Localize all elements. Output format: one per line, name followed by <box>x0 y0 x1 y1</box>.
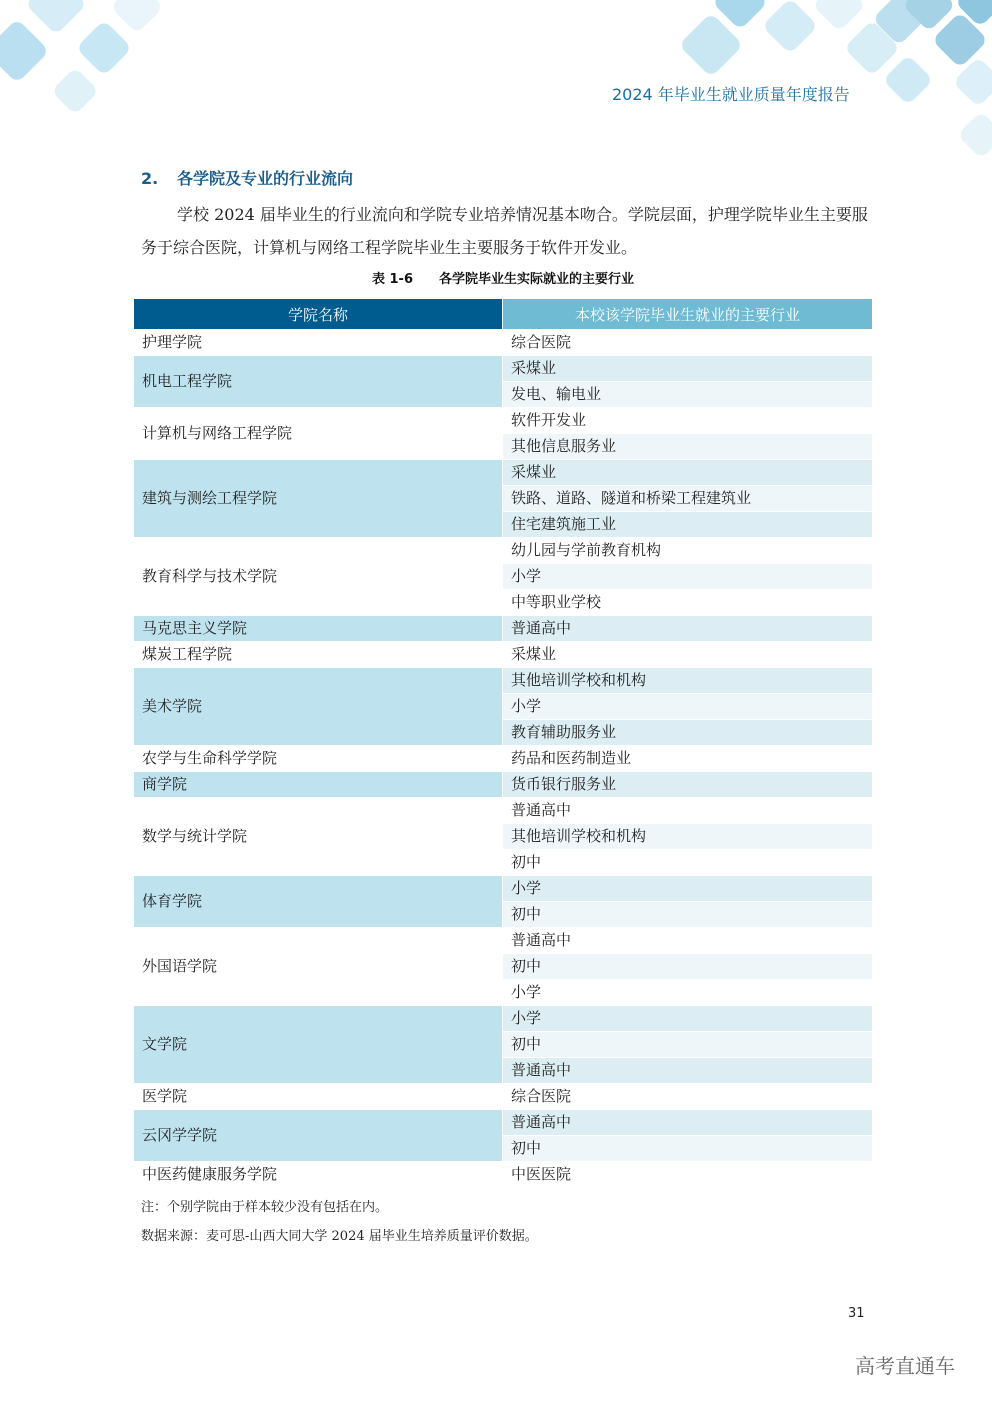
college-cell: 煤炭工程学院 <box>134 642 503 668</box>
table-caption <box>133 268 873 287</box>
industry-cell: 住宅建筑施工业 <box>503 512 873 538</box>
table-row <box>134 668 873 694</box>
college-cell: 医学院 <box>134 1084 503 1110</box>
college-cell: 云冈学学院 <box>134 1110 503 1162</box>
table-row <box>134 928 873 954</box>
industry-cell: 中等职业学校 <box>503 590 873 616</box>
table-row <box>134 616 873 642</box>
section-title: 各学院及专业的行业流向 <box>177 169 354 188</box>
industry-cell: 其他培训学校和机构 <box>503 824 873 850</box>
industry-cell: 初中 <box>503 850 873 876</box>
table-row <box>134 538 873 564</box>
industry-cell: 其他信息服务业 <box>503 434 873 460</box>
header-industry: 本校该学院毕业生就业的主要行业 <box>503 299 873 330</box>
table-row <box>134 746 873 772</box>
section-number: 2. <box>141 169 159 188</box>
section-paragraph: 学校 2024 届毕业生的行业流向和学院专业培养情况基本吻合。学院层面，护理学院毕业生主要服务于综合医院，计算机与网络工程学院毕业生主要服务于软件开发业。 <box>141 205 868 257</box>
industry-cell: 初中 <box>503 902 873 928</box>
table-caption-title: 各学院毕业生实际就业的主要行业 <box>439 272 635 287</box>
college-cell: 美术学院 <box>134 668 503 746</box>
industry-cell: 发电、输电业 <box>503 382 873 408</box>
college-cell: 中医药健康服务学院 <box>134 1162 503 1188</box>
college-cell: 建筑与测绘工程学院 <box>134 460 503 538</box>
industry-cell: 采煤业 <box>503 460 873 486</box>
industry-cell: 采煤业 <box>503 356 873 382</box>
industry-cell: 货币银行服务业 <box>503 772 873 798</box>
industry-cell: 软件开发业 <box>503 408 873 434</box>
table-row <box>134 330 873 356</box>
data-source: 数据来源：麦可思-山西大同大学 2024 届毕业生培养质量评价数据。 <box>141 1229 538 1244</box>
industry-cell: 综合医院 <box>503 1084 873 1110</box>
table-row <box>134 1006 873 1032</box>
industry-cell: 初中 <box>503 1136 873 1162</box>
industry-cell: 教育辅助服务业 <box>503 720 873 746</box>
industry-cell: 普通高中 <box>503 1110 873 1136</box>
industry-cell: 小学 <box>503 876 873 902</box>
industry-cell: 综合医院 <box>503 330 873 356</box>
table-caption-label: 表 1-6 <box>371 272 413 287</box>
table-note: 注：个别学院由于样本较少没有包括在内。 <box>141 1200 389 1215</box>
industry-cell: 普通高中 <box>503 616 873 642</box>
industry-cell: 幼儿园与学前教育机构 <box>503 538 873 564</box>
industry-cell: 小学 <box>503 694 873 720</box>
industry-table <box>133 298 873 1188</box>
industry-cell: 普通高中 <box>503 798 873 824</box>
page-number: 31 <box>848 1306 865 1321</box>
college-cell: 机电工程学院 <box>134 356 503 408</box>
college-cell: 外国语学院 <box>134 928 503 1006</box>
table-row <box>134 798 873 824</box>
industry-cell: 普通高中 <box>503 1058 873 1084</box>
table-row <box>134 772 873 798</box>
industry-cell: 初中 <box>503 1032 873 1058</box>
report-header-title: 2024 年毕业生就业质量年度报告 <box>612 85 850 104</box>
section-heading <box>141 166 353 189</box>
college-cell: 农学与生命科学学院 <box>134 746 503 772</box>
college-cell: 计算机与网络工程学院 <box>134 408 503 460</box>
college-cell: 数学与统计学院 <box>134 798 503 876</box>
watermark: 高考直通车 <box>855 1354 955 1378</box>
industry-cell: 其他培训学校和机构 <box>503 668 873 694</box>
college-cell: 体育学院 <box>134 876 503 928</box>
industry-cell: 初中 <box>503 954 873 980</box>
industry-cell: 小学 <box>503 1006 873 1032</box>
table-row <box>134 1162 873 1188</box>
industry-cell: 普通高中 <box>503 928 873 954</box>
college-cell: 马克思主义学院 <box>134 616 503 642</box>
college-cell: 商学院 <box>134 772 503 798</box>
industry-cell: 小学 <box>503 564 873 590</box>
industry-cell: 采煤业 <box>503 642 873 668</box>
header-college: 学院名称 <box>134 299 503 330</box>
table-body <box>134 330 873 1188</box>
table-row <box>134 408 873 434</box>
college-cell: 教育科学与技术学院 <box>134 538 503 616</box>
college-cell: 文学院 <box>134 1006 503 1084</box>
table-row <box>134 876 873 902</box>
table-row <box>134 356 873 382</box>
industry-cell: 铁路、道路、隧道和桥梁工程建筑业 <box>503 486 873 512</box>
table-row <box>134 1110 873 1136</box>
table-row <box>134 642 873 668</box>
college-cell: 护理学院 <box>134 330 503 356</box>
industry-cell: 中医医院 <box>503 1162 873 1188</box>
table-row <box>134 1084 873 1110</box>
industry-cell: 药品和医药制造业 <box>503 746 873 772</box>
table-header-row <box>134 299 873 330</box>
table-row <box>134 460 873 486</box>
industry-cell: 小学 <box>503 980 873 1006</box>
